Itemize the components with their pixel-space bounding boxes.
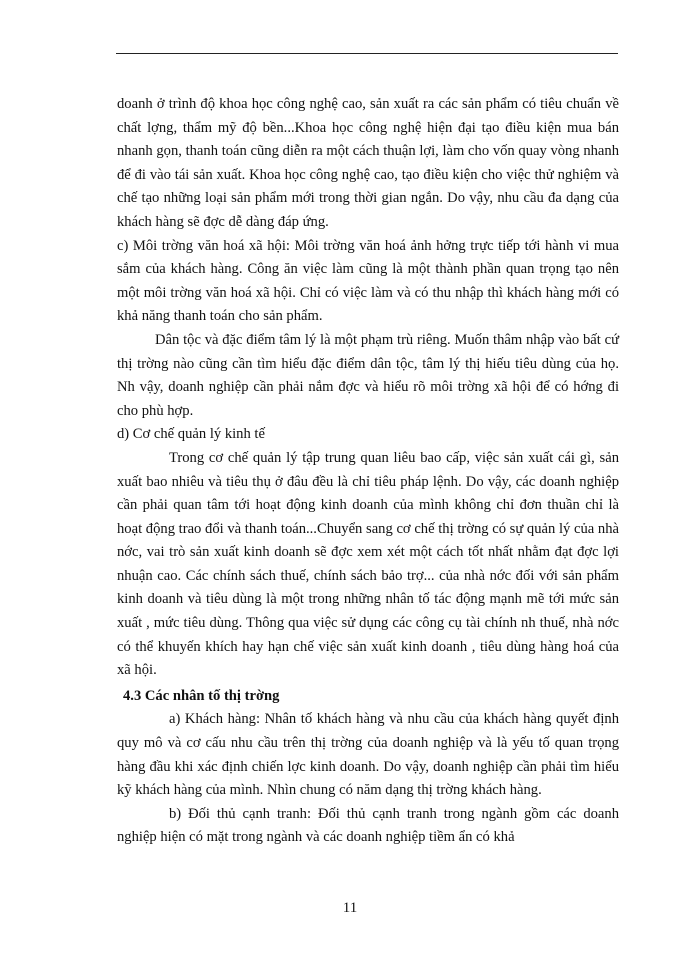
page-number: 11 [342, 900, 358, 916]
subheading-economic-mechanism: d) Cơ chế quản lý kinh tế [117, 426, 265, 443]
paragraph-economic-mechanism: Trong cơ chế quản lý tập trung quan liêu bao cấp, việc sản xuất cái gì, sản xuất bao nhiêu và tiêu thụ ở đâu đều là chỉ tiêu pháp lệnh. Do vậy, các doanh nghiệp cần phải quan tâm tới hoạt động kinh doanh của mình không chỉ đơn thuần chỉ là hoạt động trao đổi và thanh toán...Chuyển sang cơ chế thị trờng có sự quản lý của nhà nớc, vai trò sản xuất kinh doanh sẽ đợc xem xét một cách tốt nhất nhằm đạt đợc lợi nhuận cao. Các chính sách thuế, chính sách bảo trợ... của nhà nớc đối với sản phẩm kinh doanh và tiêu dùng là một trong những nhân tố tác động mạnh mẽ tới mức sản xuất , mức tiêu dùng. Thông qua việc sử dụng các công cụ tài chính nh thuế, nhà nớc có thể khuyến khích hay hạn chế việc sản xuất kinh doanh , tiêu dùng hàng hoá của xã hội. [117, 449, 619, 679]
paragraph-competitors: b) Đối thủ cạnh tranh: Đối thủ cạnh tranh trong ngành gồm các doanh nghiệp hiện có mặt trong ngành và các doanh nghiệp tiềm ẩn có khả [117, 805, 619, 846]
header-rule [116, 53, 618, 54]
paragraph-culture-environment: c) Môi trờng văn hoá xã hội: Môi trờng văn hoá ảnh hởng trực tiếp tới hành vi mua sắm của khách hàng. Công ăn việc làm cũng là một thành phần quan trọng tạo nên một môi trờng văn hoá xã hội. Chỉ có việc làm và có thu nhập thì khách hàng mới có khả năng thanh toán cho sản phẩm. [117, 237, 619, 325]
paragraph-tech-continued: doanh ở trình độ khoa học công nghệ cao, sản xuất ra các sản phẩm có tiêu chuẩn về chất lợng, thẩm mỹ độ bền...Khoa học công nghệ hiện đại tạo điều kiện mua bán nhanh gọn, thanh toán cũng diễn ra một cách thuận lợi, làm cho vốn quay vòng nhanh để đi vào tái sản xuất. Khoa học công nghệ cao, tạo điều kiện cho việc thử nghiệm và chế tạo những loại sản phẩm mới trong thời gian ngắn. Do vậy, nhu cầu đa dạng của khách hàng sẽ đợc dễ dàng đáp ứng. [117, 96, 619, 230]
section-heading-market-factors: 4.3 Các nhân tố thị trờng [123, 687, 280, 704]
body-text [117, 93, 619, 850]
paragraph-ethnicity-psychology: Dân tộc và đặc điểm tâm lý là một phạm trù riêng. Muốn thâm nhập vào bất cứ thị trờng nào cũng cần tìm hiểu đặc điểm dân tộc, tâm lý thị hiếu tiêu dùng của họ. Nh vậy, doanh nghiệp cần phải nắm đợc và hiểu rõ môi trờng xã hội để có hớng đi cho phù hợp. [117, 331, 619, 419]
paragraph-customers: a) Khách hàng: Nhân tố khách hàng và nhu cầu của khách hàng quyết định quy mô và cơ cấu nhu cầu trên thị trờng của doanh nghiệp và là yếu tố quan trọng hàng đầu khi xác định chiến lợc kinh doanh. Do vậy, doanh nghiệp cần phải tìm hiểu kỹ khách hàng của mình. Nhìn chung có năm dạng thị trờng khách hàng. [117, 711, 619, 799]
